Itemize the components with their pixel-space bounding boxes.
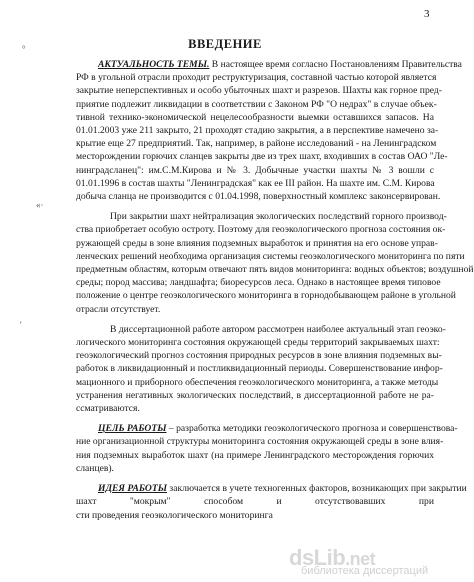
paragraph bbox=[76, 210, 474, 316]
line-text: отрасли отсутствует. bbox=[76, 303, 161, 315]
text-line bbox=[76, 462, 434, 475]
margin-mark: «· bbox=[36, 200, 44, 210]
text-line bbox=[76, 509, 434, 522]
text-line bbox=[76, 190, 441, 203]
line-text: РФ в угольной отрасли проходит реструктуризация, составной частью которой является bbox=[76, 72, 437, 84]
text-line bbox=[76, 276, 441, 289]
line-text: 01.01.1996 в состав шахты "Ленинградская" как ее III район. На шахте им. С.М. Кирова bbox=[76, 177, 435, 189]
line-text: ссматриваются. bbox=[76, 403, 140, 415]
margin-mark: ° bbox=[22, 44, 26, 54]
text-line bbox=[76, 422, 458, 435]
line-text: добыча сланца не производится с 01.04.1998, поверхностный комплекс законсервирован. bbox=[76, 191, 441, 203]
text-line bbox=[76, 336, 440, 349]
line-text: сланцев). bbox=[76, 462, 114, 474]
line-text: среды; пород массива; ландшафта; биоресурсов леса. Однако в настоящее время типовое bbox=[76, 277, 441, 289]
line-text: приятие подлежит ликвидации в соответствии с Законом РФ "О недрах" в случае объек- bbox=[76, 98, 437, 110]
text-line bbox=[76, 137, 437, 150]
text-line bbox=[76, 150, 448, 163]
text-line bbox=[76, 263, 474, 276]
line-text: ние организационной структуры мониторинга состояния окружающей среды в зоне влия- bbox=[76, 436, 444, 448]
page-number: 3 bbox=[424, 8, 430, 20]
section-lead: ИДЕЯ РАБОТЫ bbox=[98, 483, 168, 495]
line-text: устранения негативных экологических последствий, в диссертационной работе не ра- bbox=[76, 389, 434, 401]
line-text: ства приобретает особую остроту. Поэтому для геоэкологического прогноза состояния ок- bbox=[76, 224, 446, 236]
text-line bbox=[76, 303, 434, 316]
margin-mark: ' bbox=[20, 320, 22, 330]
section-lead: ЦЕЛЬ РАБОТЫ bbox=[98, 423, 167, 435]
line-text: – разработка методики геоэкологического прогноза и совершенствова- bbox=[166, 423, 458, 435]
text-line bbox=[76, 250, 465, 263]
line-text: логического мониторинга состояния окружающей среды территорий закрываемых шахт: bbox=[76, 337, 440, 349]
text-line bbox=[76, 58, 462, 71]
text-line bbox=[76, 389, 434, 402]
line-text: ружающей среды в зоне влияния подземных выработок и принятия на его основе управ- bbox=[76, 237, 438, 249]
text-line bbox=[76, 323, 446, 336]
line-text: При закрытии шахт нейтрализация экологических последствий горного производ- bbox=[110, 211, 447, 223]
line-text: нинградсланец": им.С.М.Кирова и № 3. Добычные участки шахты № 3 вошли с bbox=[76, 164, 434, 176]
line-text: В диссертационной работе автором рассмотрен наиболее актуальный этап геоэко- bbox=[110, 323, 446, 335]
line-text: шахт "мокрым" способом и отсутствовавших при bbox=[76, 496, 434, 508]
text-line bbox=[76, 435, 444, 448]
text-line bbox=[76, 237, 438, 250]
text-line bbox=[76, 449, 434, 462]
line-text: 01.01.2003 уже 211 закрыто, 21 проходят стадию закрытия, а в перспективе намечено за- bbox=[76, 125, 439, 137]
paragraph bbox=[76, 422, 458, 475]
text-line bbox=[76, 349, 442, 362]
line-text: ленческих решений необходима организация системы геоэкологического мониторинга по пяти bbox=[76, 250, 465, 262]
line-text: геоэкологический прогноз состояния природных ресурсов в зоне влияния подземных вы- bbox=[76, 350, 442, 362]
line-text: сти проведения геоэкологического мониторинга bbox=[76, 509, 273, 521]
paragraph bbox=[76, 482, 467, 522]
line-text: крытие еще 27 предприятий. Так, например, в районе исследований - на Ленинградском bbox=[76, 138, 437, 150]
text-line bbox=[76, 289, 456, 302]
line-text: закрытие неперспективных и особо убыточных шахт и разрезов. Шахты как горное пред- bbox=[76, 85, 442, 97]
line-text: положение о центре геоэкологического мониторинга в горнодобывающем районе в угольной bbox=[76, 290, 456, 302]
paragraph bbox=[76, 58, 462, 203]
text-line bbox=[76, 98, 437, 111]
section-lead: АКТУАЛЬНОСТЬ ТЕМЫ. bbox=[98, 59, 210, 70]
text-line bbox=[76, 164, 434, 177]
line-text: заключается в учете техногенных факторов, возникающих при закрытии bbox=[167, 483, 467, 495]
line-text: работок в ликвидационный и постликвидационный периоды. Совершенствование инфор- bbox=[76, 363, 443, 375]
text-line bbox=[76, 376, 439, 389]
line-text: мационного и приборного обеспечения геоэкологического мониторинга, а также методы bbox=[76, 376, 439, 388]
text-line bbox=[76, 482, 467, 495]
watermark-logo-tld: .net bbox=[345, 549, 376, 569]
line-text: месторождении горючих сланцев закрыты две из трех шахт, входивших в состав ОАО "Ле- bbox=[76, 151, 448, 163]
text-line bbox=[76, 362, 443, 375]
paragraph bbox=[76, 323, 446, 415]
text-line bbox=[76, 84, 442, 97]
document-body bbox=[76, 58, 474, 522]
text-line bbox=[76, 111, 434, 124]
page-title: ВВЕДЕНИЕ bbox=[188, 37, 262, 51]
line-text: тивной технико-экономической нецелесообразности выемки оставшихся запасов. На bbox=[76, 111, 434, 123]
watermark bbox=[289, 538, 444, 578]
text-line bbox=[76, 495, 434, 508]
text-line bbox=[76, 223, 446, 236]
text-line bbox=[76, 210, 447, 223]
watermark-logo-text: dsLib bbox=[289, 545, 346, 570]
watermark-subtitle: библиотека диссертаций bbox=[301, 565, 429, 577]
text-line bbox=[76, 177, 434, 190]
line-text: ния подземных выработок шахт (на примере Ленинградского месторождения горючих bbox=[76, 449, 434, 461]
text-line bbox=[76, 71, 437, 84]
line-text: предметным областям, которым отвечают пять видов мониторинга: водных объектов; воздушной bbox=[76, 264, 474, 276]
text-line bbox=[76, 402, 434, 415]
text-line bbox=[76, 124, 439, 137]
line-text: В настоящее время согласно Постановлениям Правительства bbox=[209, 59, 462, 70]
